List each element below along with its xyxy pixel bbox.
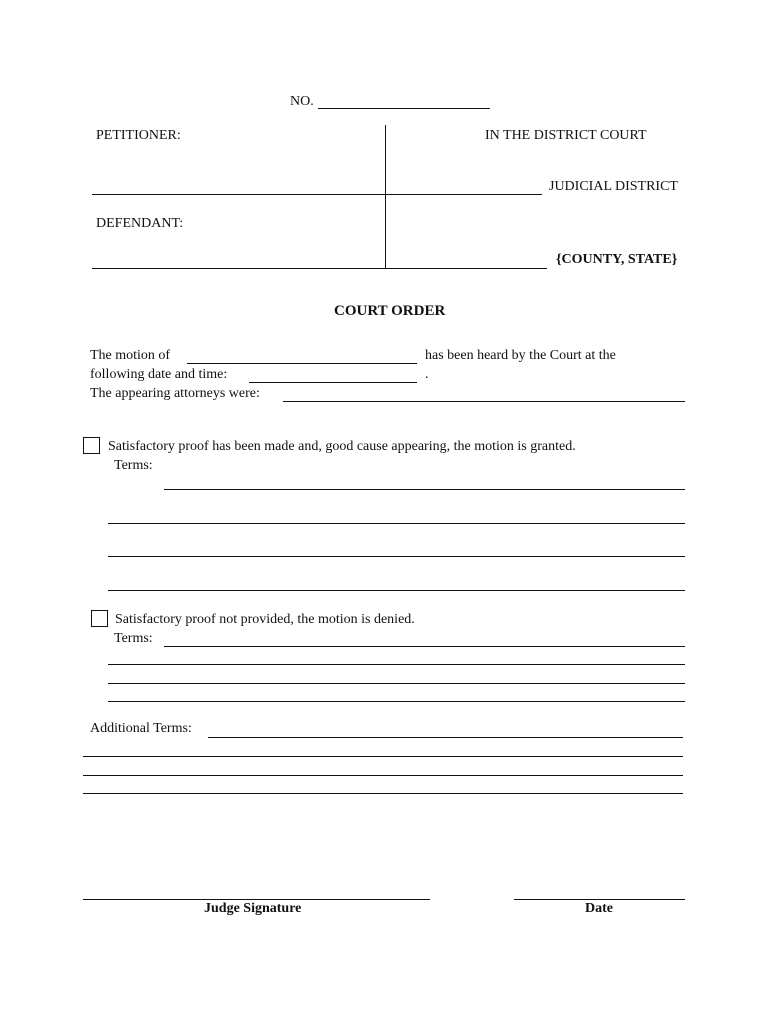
additional-terms-line-3[interactable] [83, 775, 683, 776]
county-state: {COUNTY, STATE} [556, 252, 678, 267]
page-title: COURT ORDER [334, 303, 446, 319]
judge-signature-field[interactable] [83, 899, 430, 900]
additional-terms-label: Additional Terms: [90, 721, 192, 736]
date-time-period: . [425, 367, 429, 382]
granted-terms-line-1[interactable] [164, 489, 685, 490]
granted-checkbox[interactable] [83, 437, 100, 454]
denied-terms-line-2[interactable] [108, 664, 685, 665]
denied-terms-line-3[interactable] [108, 683, 685, 684]
caption-bottom-line [385, 268, 547, 269]
additional-terms-line-1[interactable] [208, 737, 683, 738]
defendant-label: DEFENDANT: [96, 216, 184, 231]
district-number-field[interactable] [385, 194, 542, 195]
granted-terms-line-2[interactable] [108, 523, 685, 524]
motion-of-field[interactable] [187, 363, 417, 364]
judge-signature-label: Judge Signature [204, 901, 302, 916]
petitioner-label: PETITIONER: [96, 128, 181, 143]
court-label: IN THE DISTRICT COURT [485, 128, 647, 143]
motion-of-label: The motion of [90, 348, 171, 363]
defendant-field[interactable] [92, 268, 385, 269]
denied-terms-label: Terms: [114, 631, 153, 646]
district-label: JUDICIAL DISTRICT [549, 179, 678, 194]
granted-terms-label: Terms: [114, 458, 153, 473]
signature-date-label: Date [585, 901, 613, 916]
petitioner-field[interactable] [92, 194, 385, 195]
denied-text: Satisfactory proof not provided, the motion is denied. [115, 612, 415, 627]
case-number-label: NO. [290, 94, 314, 109]
heard-by-text: has been heard by the Court at the [425, 348, 616, 363]
granted-text: Satisfactory proof has been made and, good cause appearing, the motion is granted. [108, 439, 576, 454]
denied-terms-line-4[interactable] [108, 701, 685, 702]
granted-terms-line-3[interactable] [108, 556, 685, 557]
attorneys-field[interactable] [283, 401, 685, 402]
denied-checkbox[interactable] [91, 610, 108, 627]
date-time-field[interactable] [249, 382, 417, 383]
caption-divider [385, 125, 386, 269]
attorneys-label: The appearing attorneys were: [90, 386, 260, 401]
granted-terms-line-4[interactable] [108, 590, 685, 591]
date-time-label: following date and time: [90, 367, 228, 382]
case-number-field[interactable] [318, 108, 490, 109]
additional-terms-line-2[interactable] [83, 756, 683, 757]
signature-date-field[interactable] [514, 899, 685, 900]
denied-terms-line-1[interactable] [164, 646, 685, 647]
additional-terms-line-4[interactable] [83, 793, 683, 794]
